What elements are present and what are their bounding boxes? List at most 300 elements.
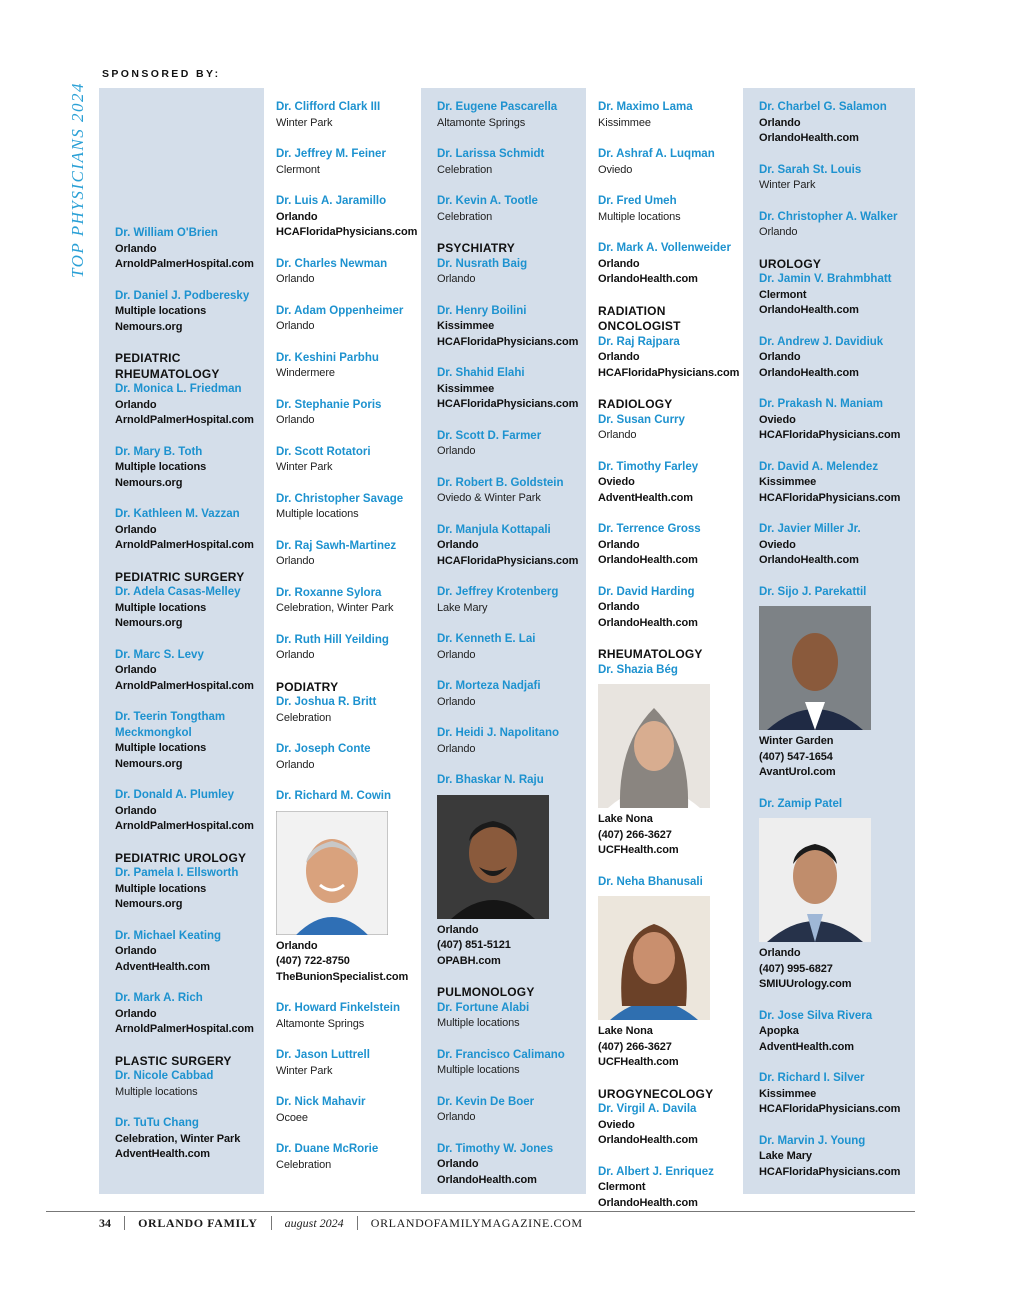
physician-column-2 xyxy=(260,88,425,1194)
physician-name: Dr. Christopher Savage xyxy=(276,492,404,505)
physician-entry xyxy=(276,633,419,664)
physician-entry xyxy=(115,866,258,913)
physician-entry xyxy=(437,1048,580,1079)
physician-entry xyxy=(276,586,419,617)
physician-entry xyxy=(276,100,419,131)
physician-entry xyxy=(437,304,580,351)
physician-location: Multiple locations xyxy=(437,1017,520,1029)
physician-location: Multiple locations xyxy=(598,210,681,223)
physician-entry xyxy=(759,1009,909,1056)
physician-location: Orlando xyxy=(437,742,476,755)
physician-column-4 xyxy=(582,88,747,1209)
magazine-brand: ORLANDO FAMILY xyxy=(138,1216,258,1230)
physician-entry xyxy=(437,1142,580,1189)
physician-entry xyxy=(759,163,909,194)
physician-entry xyxy=(598,335,741,382)
physician-entry xyxy=(276,539,419,570)
physician-website: ArnoldPalmerHospital.com xyxy=(115,1023,254,1035)
physician-website: AdventHealth.com xyxy=(115,1148,210,1160)
physician-location: Ocoee xyxy=(276,1111,308,1124)
physician-location: Multiple locations xyxy=(115,305,207,317)
physician-entry xyxy=(598,875,741,1071)
physician-location: Kissimmee xyxy=(437,382,495,395)
physician-entry xyxy=(276,789,419,985)
physician-name: Dr. Terrence Gross xyxy=(598,523,701,535)
physician-entry xyxy=(598,585,741,632)
physician-location: Orlando xyxy=(598,257,640,270)
physician-entry xyxy=(115,710,258,772)
physician-website: AvantUrol.com xyxy=(759,766,836,778)
physician-entry xyxy=(437,257,580,288)
physician-entry xyxy=(759,1134,909,1181)
physician-location: Multiple locations xyxy=(437,1064,520,1076)
physician-location: Winter Park xyxy=(759,179,816,191)
physician-entry xyxy=(437,147,580,178)
physician-name: Dr. Michael Keating xyxy=(115,929,222,942)
physician-location: Orlando xyxy=(598,351,640,363)
physician-location: Oviedo xyxy=(598,163,633,176)
physician-name: Dr. Nicole Cabbad xyxy=(115,1070,214,1082)
physician-name: Dr. Daniel J. Podberesky xyxy=(115,289,250,302)
physician-photo xyxy=(598,684,710,808)
physician-location: Multiple locations xyxy=(115,742,207,754)
physician-name: Dr. David A. Melendez xyxy=(759,460,879,473)
physician-name: Dr. Fred Umeh xyxy=(598,195,677,207)
physician-name: Dr. Christopher A. Walker xyxy=(759,210,898,223)
physician-location: Orlando xyxy=(115,1007,157,1020)
physician-website: AdventHealth.com xyxy=(759,1040,854,1053)
physician-location: Altamonte Springs xyxy=(276,1017,365,1030)
physician-website: ArnoldPalmerHospital.com xyxy=(115,258,254,270)
physician-location: Orlando xyxy=(276,210,318,223)
physician-phone: (407) 266-3627 xyxy=(598,828,672,841)
physician-location: Orlando xyxy=(276,939,318,952)
physician-name: Dr. Kevin De Boer xyxy=(437,1095,535,1108)
physician-entry xyxy=(598,413,741,444)
physician-name: Dr. Sijo J. Parekattil xyxy=(759,585,867,598)
physician-name: Dr. Adela Casas-Melley xyxy=(115,586,241,598)
specialty-heading: RHEUMATOLOGY xyxy=(598,647,703,661)
specialty-heading: PODIATRY xyxy=(276,679,339,694)
physician-website: Nemours.org xyxy=(115,757,183,770)
physician-location: Orlando xyxy=(115,664,157,676)
physician-name: Dr. Stephanie Poris xyxy=(276,398,382,411)
physician-name: Dr. Prakash N. Maniam xyxy=(759,398,883,410)
physician-location: Kissimmee xyxy=(598,116,651,129)
physician-location: Multiple locations xyxy=(276,508,359,520)
physician-location: Orlando xyxy=(115,945,157,957)
physician-website: HCAFloridaPhysicians.com xyxy=(759,429,901,441)
specialty-heading: PEDIATRIC UROLOGY xyxy=(115,850,247,865)
physician-entry xyxy=(759,335,909,382)
physician-name: Dr. Kathleen M. Vazzan xyxy=(115,508,240,520)
physician-name: Dr. Bhaskar N. Raju xyxy=(437,774,544,786)
physician-name: Dr. Larissa Schmidt xyxy=(437,148,545,160)
specialty-heading: PULMONOLOGY xyxy=(437,985,535,999)
physician-entry xyxy=(759,1071,909,1118)
physician-location: Orlando xyxy=(437,648,476,661)
physician-name: Dr. Charles Newman xyxy=(276,257,388,270)
physician-location: Kissimmee xyxy=(437,320,495,332)
physician-entry xyxy=(437,726,580,757)
physician-website: SMIUUrology.com xyxy=(759,978,852,990)
physician-entry xyxy=(115,929,258,976)
physician-column-1 xyxy=(99,88,264,1194)
physician-entry xyxy=(276,445,419,476)
physician-entry xyxy=(437,100,580,131)
physician-name: Dr. Timothy Farley xyxy=(598,460,699,473)
vertical-section-title xyxy=(68,66,94,278)
physician-website: OrlandoHealth.com xyxy=(598,1196,698,1209)
physician-entry xyxy=(598,147,741,178)
physician-name: Dr. Ruth Hill Yeilding xyxy=(276,633,389,646)
physician-photo xyxy=(437,795,549,919)
physician-entry xyxy=(598,460,741,507)
physician-phone: (407) 851-5121 xyxy=(437,939,511,951)
physician-name: Dr. David Harding xyxy=(598,585,695,598)
physician-location: Lake Mary xyxy=(759,1150,812,1162)
physician-name: Dr. Sarah St. Louis xyxy=(759,163,862,176)
physician-name: Dr. Nick Mahavir xyxy=(276,1096,366,1108)
physician-location: Orlando xyxy=(759,116,801,129)
page-footer xyxy=(99,1216,583,1232)
physician-name: Dr. Nusrath Baig xyxy=(437,257,528,270)
physician-website: OrlandoHealth.com xyxy=(437,1173,537,1186)
physician-name: Dr. Marc S. Levy xyxy=(115,648,204,661)
physician-entry xyxy=(598,194,741,225)
physician-name: Dr. Raj Sawh-Martinez xyxy=(276,539,397,552)
physician-entry xyxy=(437,1001,580,1032)
physician-location: Oviedo xyxy=(759,413,796,426)
physician-entry xyxy=(276,742,419,773)
physician-entry xyxy=(276,304,419,335)
physician-location: Orlando xyxy=(437,695,476,708)
physician-entry xyxy=(759,460,909,507)
physician-website: OrlandoHealth.com xyxy=(598,1134,698,1146)
physician-location: Orlando xyxy=(598,538,640,551)
physician-name: Dr. Adam Oppenheimer xyxy=(276,304,404,317)
specialty-heading: UROGYNECOLOGY xyxy=(598,1086,714,1101)
physician-photo xyxy=(759,818,871,942)
physician-website: ArnoldPalmerHospital.com xyxy=(115,679,254,692)
physician-entry xyxy=(598,241,741,288)
physician-entry xyxy=(276,1048,419,1079)
physician-website: HCAFloridaPhysicians.com xyxy=(598,366,740,379)
physician-entry xyxy=(276,351,419,382)
physician-entry xyxy=(115,991,258,1038)
physician-photo xyxy=(276,811,388,935)
physician-location: Winter Park xyxy=(276,1064,333,1077)
physician-entry xyxy=(598,100,741,131)
physician-location: Orlando xyxy=(115,523,157,536)
physician-name: Dr. Jason Luttrell xyxy=(276,1049,370,1061)
physician-name: Dr. Jose Silva Rivera xyxy=(759,1009,873,1022)
physician-name: Dr. Andrew J. Davidiuk xyxy=(759,335,884,348)
physician-location: Lake Mary xyxy=(437,601,488,614)
physician-entry xyxy=(437,366,580,413)
physician-location: Winter Park xyxy=(276,116,333,129)
physician-location: Lake Nona xyxy=(598,1025,653,1037)
physician-location: Kissimmee xyxy=(759,1087,817,1100)
physician-location: Celebration, Winter Park xyxy=(115,1132,241,1145)
physician-entry xyxy=(437,476,580,507)
footer-separator xyxy=(357,1216,358,1230)
footer-separator xyxy=(124,1216,125,1230)
physician-name: Dr. Mark A. Vollenweider xyxy=(598,242,731,254)
physician-entry xyxy=(437,429,580,460)
physician-website: TheBunionSpecialist.com xyxy=(276,970,409,983)
physician-name: Dr. Richard I. Silver xyxy=(759,1072,865,1084)
physician-website: HCAFloridaPhysicians.com xyxy=(437,398,579,410)
physician-name: Dr. Ashraf A. Luqman xyxy=(598,148,715,160)
physician-entry xyxy=(115,507,258,554)
physician-name: Dr. Neha Bhanusali xyxy=(598,875,703,888)
physician-entry xyxy=(115,226,258,273)
physician-website: HCAFloridaPhysicians.com xyxy=(276,226,418,238)
physician-location: Clermont xyxy=(759,288,807,301)
physician-entry xyxy=(276,695,419,726)
physician-location: Orlando xyxy=(437,273,476,285)
physician-name: Dr. Shazia Bég xyxy=(598,663,678,676)
physician-location: Celebration xyxy=(276,711,332,724)
physician-name: Dr. Mark A. Rich xyxy=(115,992,203,1004)
physician-entry xyxy=(115,788,258,835)
physician-entry xyxy=(115,585,258,632)
physician-entry xyxy=(437,585,580,616)
physician-website: Nemours.org xyxy=(115,617,183,629)
physician-entry xyxy=(276,1142,419,1173)
physician-location: Celebration xyxy=(437,163,493,176)
specialty-heading: PSYCHIATRY xyxy=(437,241,516,255)
physician-location: Celebration xyxy=(437,210,493,223)
physician-location: Windermere xyxy=(276,367,335,379)
physician-name: Dr. Richard M. Cowin xyxy=(276,790,392,802)
physician-column-3 xyxy=(421,88,586,1194)
physician-location: Orlando xyxy=(759,226,798,238)
physician-name: Dr. Eugene Pascarella xyxy=(437,101,558,113)
physician-location: Altamonte Springs xyxy=(437,116,526,129)
physician-entry xyxy=(759,522,909,569)
physician-name: Dr. Kevin A. Tootle xyxy=(437,195,538,207)
physician-entry xyxy=(759,100,909,147)
physician-entry xyxy=(115,648,258,695)
physician-website: Nemours.org xyxy=(115,898,183,910)
physician-location: Orlando xyxy=(437,539,479,551)
physician-phone: (407) 722-8750 xyxy=(276,955,350,967)
physician-location: Oviedo xyxy=(759,538,796,551)
physician-name: Dr. Luis A. Jaramillo xyxy=(276,195,387,207)
physician-name: Dr. Joseph Conte xyxy=(276,743,371,755)
physician-name: Dr. Fortune Alabi xyxy=(437,1001,530,1014)
physician-name: Dr. Teerin Tongtham Meckmongkol xyxy=(115,711,226,739)
physician-location: Multiple locations xyxy=(115,1085,198,1098)
physician-location: Orlando xyxy=(759,351,801,363)
physician-location: Orlando xyxy=(437,445,476,457)
physician-entry xyxy=(276,492,419,523)
physician-entry xyxy=(276,257,419,288)
physician-name: Dr. Monica L. Friedman xyxy=(115,383,242,395)
physician-name: Dr. Marvin J. Young xyxy=(759,1134,866,1147)
physician-website: ArnoldPalmerHospital.com xyxy=(115,539,254,551)
physician-entry xyxy=(598,1102,741,1149)
physician-location: Celebration, Winter Park xyxy=(276,602,394,614)
specialty-heading: RADIOLOGY xyxy=(598,397,673,411)
footer-separator xyxy=(271,1216,272,1230)
physician-entry xyxy=(759,397,909,444)
physician-website: OPABH.com xyxy=(437,954,501,967)
physician-entry xyxy=(437,194,580,225)
specialty-heading: PEDIATRIC RHEUMATOLOGY xyxy=(115,351,220,381)
physician-website: HCAFloridaPhysicians.com xyxy=(437,554,579,567)
specialty-heading: RADIATION ONCOLOGIST xyxy=(598,303,681,333)
vertical-title-text: TOP PHYSICIANS 2024 xyxy=(68,81,87,278)
physician-location: Oviedo & Winter Park xyxy=(437,492,541,504)
physician-name: Dr. Mary B. Toth xyxy=(115,445,203,458)
physician-name: Dr. Jeffrey M. Feiner xyxy=(276,148,386,160)
physician-website: UCFHealth.com xyxy=(598,844,679,856)
physician-location: Winter Garden xyxy=(759,735,834,747)
physician-name: Dr. Scott D. Farmer xyxy=(437,429,542,442)
physician-website: OrlandoHealth.com xyxy=(759,132,859,144)
physician-location: Winter Park xyxy=(276,461,333,473)
physician-location: Orlando xyxy=(276,414,315,426)
physician-name: Dr. Joshua R. Britt xyxy=(276,696,377,708)
physician-name: Dr. Timothy W. Jones xyxy=(437,1142,554,1155)
physician-entry xyxy=(759,272,909,319)
physician-location: Orlando xyxy=(437,1111,476,1123)
physician-name: Dr. William O'Brien xyxy=(115,227,218,239)
sponsored-by-label: SPONSORED BY: xyxy=(102,68,221,80)
physician-entry xyxy=(598,522,741,569)
physician-website: HCAFloridaPhysicians.com xyxy=(437,335,579,348)
physician-name: Dr. Jamin V. Brahmbhatt xyxy=(759,273,892,285)
physician-location: Orlando xyxy=(276,555,315,567)
physician-location: Multiple locations xyxy=(115,461,207,473)
physician-location: Celebration xyxy=(276,1158,332,1171)
physician-website: OrlandoHealth.com xyxy=(598,273,698,285)
physician-name: Dr. Javier Miller Jr. xyxy=(759,523,861,535)
physician-website: UCFHealth.com xyxy=(598,1056,679,1068)
physician-location: Orlando xyxy=(276,320,315,332)
physician-entry xyxy=(437,773,580,969)
physician-photo xyxy=(759,606,871,730)
physician-photo xyxy=(598,896,710,1020)
physician-phone: (407) 266-3627 xyxy=(598,1040,672,1053)
physician-name: Dr. Pamela I. Ellsworth xyxy=(115,867,239,879)
physician-location: Orlando xyxy=(437,923,479,936)
physician-location: Apopka xyxy=(759,1025,799,1037)
physician-name: Dr. Robert B. Goldstein xyxy=(437,476,564,489)
physician-location: Orlando xyxy=(598,429,637,441)
physician-name: Dr. Kenneth E. Lai xyxy=(437,633,536,645)
physician-location: Orlando xyxy=(276,758,315,771)
issue-date: august 2024 xyxy=(284,1216,344,1230)
physician-website: HCAFloridaPhysicians.com xyxy=(759,1165,901,1178)
physician-location: Orlando xyxy=(276,649,315,661)
physician-entry xyxy=(759,585,909,781)
physician-name: Dr. Zamip Patel xyxy=(759,797,843,810)
physician-name: Dr. Clifford Clark III xyxy=(276,101,381,113)
physician-name: Dr. Albert J. Enriquez xyxy=(598,1165,714,1178)
physician-name: Dr. Francisco Calimano xyxy=(437,1048,565,1061)
physician-location: Oviedo xyxy=(598,1118,635,1131)
physician-entry xyxy=(276,194,419,241)
physician-entry xyxy=(276,1001,419,1032)
physician-entry xyxy=(115,1116,258,1163)
footer-divider xyxy=(46,1211,915,1212)
physician-name: Dr. Manjula Kottapali xyxy=(437,523,551,536)
physician-website: ArnoldPalmerHospital.com xyxy=(115,820,254,832)
physician-name: Dr. Donald A. Plumley xyxy=(115,789,235,801)
physician-name: Dr. Jeffrey Krotenberg xyxy=(437,586,559,598)
physician-location: Clermont xyxy=(598,1181,646,1193)
physician-phone: (407) 547-1654 xyxy=(759,750,833,763)
physician-location: Orlando xyxy=(115,242,157,255)
physician-website: OrlandoHealth.com xyxy=(598,554,698,566)
physician-entry xyxy=(437,679,580,710)
physician-website: OrlandoHealth.com xyxy=(598,616,698,629)
physician-location: Multiple locations xyxy=(115,601,207,614)
physician-entry xyxy=(115,1069,258,1100)
physician-entry xyxy=(115,289,258,336)
physician-website: AdventHealth.com xyxy=(598,491,693,504)
physician-location: Oviedo xyxy=(598,476,635,488)
physician-entry xyxy=(115,382,258,429)
physician-location: Orlando xyxy=(437,1158,479,1170)
physician-location: Orlando xyxy=(115,804,157,817)
physician-entry xyxy=(437,523,580,570)
physician-phone: (407) 995-6827 xyxy=(759,962,833,975)
physician-website: Nemours.org xyxy=(115,476,183,489)
physician-name: Dr. Susan Curry xyxy=(598,413,685,426)
physician-website: OrlandoHealth.com xyxy=(759,304,859,316)
specialty-heading: PEDIATRIC SURGERY xyxy=(115,569,245,584)
specialty-heading: PLASTIC SURGERY xyxy=(115,1053,232,1068)
physician-name: Dr. Henry Boilini xyxy=(437,304,527,317)
physician-name: Dr. Roxanne Sylora xyxy=(276,586,382,599)
physician-entry xyxy=(437,1095,580,1126)
physician-entry xyxy=(598,663,741,859)
physician-name: Dr. Charbel G. Salamon xyxy=(759,101,887,113)
magazine-website: ORLANDOFAMILYMAGAZINE.COM xyxy=(370,1216,583,1230)
physician-name: Dr. Howard Finkelstein xyxy=(276,1002,400,1014)
physician-location: Multiple locations xyxy=(115,882,207,895)
physician-name: Dr. TuTu Chang xyxy=(115,1117,199,1129)
physician-entry xyxy=(276,147,419,178)
page-number: 34 xyxy=(99,1216,111,1230)
physician-location: Kissimmee xyxy=(759,476,817,488)
physician-website: HCAFloridaPhysicians.com xyxy=(759,491,901,504)
physician-name: Dr. Maximo Lama xyxy=(598,101,693,113)
physician-entry xyxy=(759,797,909,993)
physician-name: Dr. Keshini Parbhu xyxy=(276,351,379,364)
physician-name: Dr. Morteza Nadjafi xyxy=(437,680,541,692)
physician-website: ArnoldPalmerHospital.com xyxy=(115,414,254,426)
physician-location: Lake Nona xyxy=(598,813,653,825)
physician-website: OrlandoHealth.com xyxy=(759,366,859,379)
physician-column-5 xyxy=(743,88,915,1194)
physician-website: Nemours.org xyxy=(115,320,183,333)
physician-website: HCAFloridaPhysicians.com xyxy=(759,1103,901,1115)
physician-location: Orlando xyxy=(759,947,801,959)
physician-entry xyxy=(437,632,580,663)
physician-website: AdventHealth.com xyxy=(115,960,210,973)
physician-entry xyxy=(276,398,419,429)
physician-entry xyxy=(598,1165,741,1212)
physician-website: OrlandoHealth.com xyxy=(759,554,859,566)
physician-name: Dr. Virgil A. Davila xyxy=(598,1103,697,1115)
physician-name: Dr. Scott Rotatori xyxy=(276,445,371,458)
